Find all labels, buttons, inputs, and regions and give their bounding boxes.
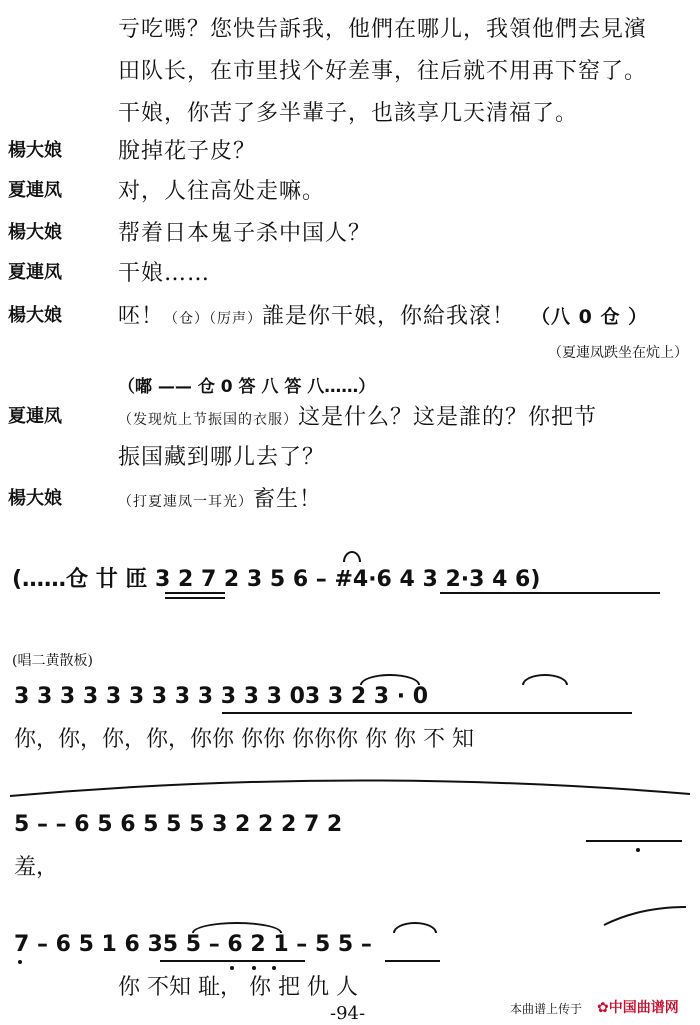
stage-direction: （仓）（厉声）	[164, 311, 263, 327]
speaker-label: 楊大娘	[8, 222, 62, 243]
beam-line	[385, 960, 440, 962]
dialogue-continuation: 振国藏到哪儿去了？	[118, 445, 326, 470]
octave-dot	[18, 960, 22, 964]
dialogue-line: 畜生！	[253, 487, 323, 512]
dialogue-line: 誰是你干娘，你給我滾！	[262, 304, 516, 329]
score-row-1-lyrics: 你，你，你，你，你你 你你 你你你 你 你 不 知	[14, 727, 474, 752]
section-label: (唱二黄散板)	[12, 653, 93, 669]
speaker-label: 楊大娘	[8, 140, 62, 161]
score-intro-line: (……仓 廿 匝 3 2 7 2 3 5 6 – #4·6 4 3 2·3 4 6)	[12, 567, 541, 592]
source-note: 本曲谱上传于	[510, 1002, 583, 1016]
logo-icon: ✿	[597, 1000, 609, 1016]
stage-direction: （发现炕上节振国的衣服）	[118, 412, 298, 428]
dialogue-text	[118, 299, 648, 330]
slur-mark	[360, 674, 420, 685]
speaker-label: 夏連凤	[8, 180, 62, 201]
dialogue-text: 帮着日本鬼子杀中国人？	[118, 221, 372, 246]
phrase-arc	[0, 772, 700, 800]
slur-mark	[192, 922, 282, 933]
dialogue-exclaim: 呸！	[118, 304, 165, 329]
beam-line	[165, 597, 225, 599]
dialogue-continuation-2: 田队长，在市里找个好差事，往后就不用再下窑了。	[118, 59, 648, 84]
fermata-mark	[343, 551, 361, 562]
site-logo	[597, 997, 679, 1017]
slur-mark	[393, 922, 437, 933]
beam-line	[586, 840, 682, 842]
speaker-label: 夏連凤	[8, 262, 62, 283]
score-row-1-notes: 3 3 3 3 3 3 3 3 3 3 3 3 03 3 2 3 · 0	[14, 684, 429, 709]
octave-dot	[636, 848, 640, 852]
dialogue-text: 脫掉花子皮？	[118, 139, 257, 164]
speaker-label: 夏連凤	[8, 406, 62, 427]
score-row-2-notes: 5 – – 6 5 6 5 5 5 3 2 2 2 7 2	[14, 812, 343, 837]
dialogue-line: 这是什么？这是誰的？你把节	[298, 405, 598, 430]
dialogue-continuation-3: 干娘，你苦了多半輩子，也該享几天清福了。	[118, 101, 579, 126]
dialogue-text: 干娘……	[118, 261, 211, 286]
dialogue-text: 对，人往高处走嘛。	[118, 179, 326, 204]
stage-direction: （打夏連凤一耳光）	[118, 494, 253, 510]
score-row-2-lyrics: 羞，	[14, 855, 59, 880]
dialogue-text	[118, 482, 322, 513]
dialogue-text	[118, 400, 597, 431]
speaker-label: 楊大娘	[8, 488, 62, 509]
slur-mark	[522, 674, 568, 685]
beam-line	[160, 960, 305, 962]
logo-text: 中国曲谱网	[608, 1000, 679, 1016]
phrase-arc	[600, 905, 690, 929]
score-row-3-lyrics: 你 不知 耻， 你 把 仇 人	[118, 975, 358, 1000]
percussion-cue: （嘟 —— 仓 0 答 八 答 八……）	[118, 377, 376, 397]
beam-line	[222, 712, 632, 714]
beam-line	[440, 592, 660, 594]
page-number: -94-	[330, 1003, 366, 1024]
percussion-cue: （八 0 仓 ）	[531, 306, 649, 328]
beam-line	[165, 592, 225, 594]
stage-direction: （夏連凤跌坐在炕上）	[548, 345, 688, 361]
score-row-3-notes: 7 – 6 5 1 6 35 5 – 6 2 1 – 5 5 –	[14, 932, 372, 957]
speaker-label: 楊大娘	[8, 305, 62, 326]
dialogue-continuation-1: 亏吃嗎？您快告訴我，他們在哪儿，我領他們去見濱	[118, 17, 648, 42]
